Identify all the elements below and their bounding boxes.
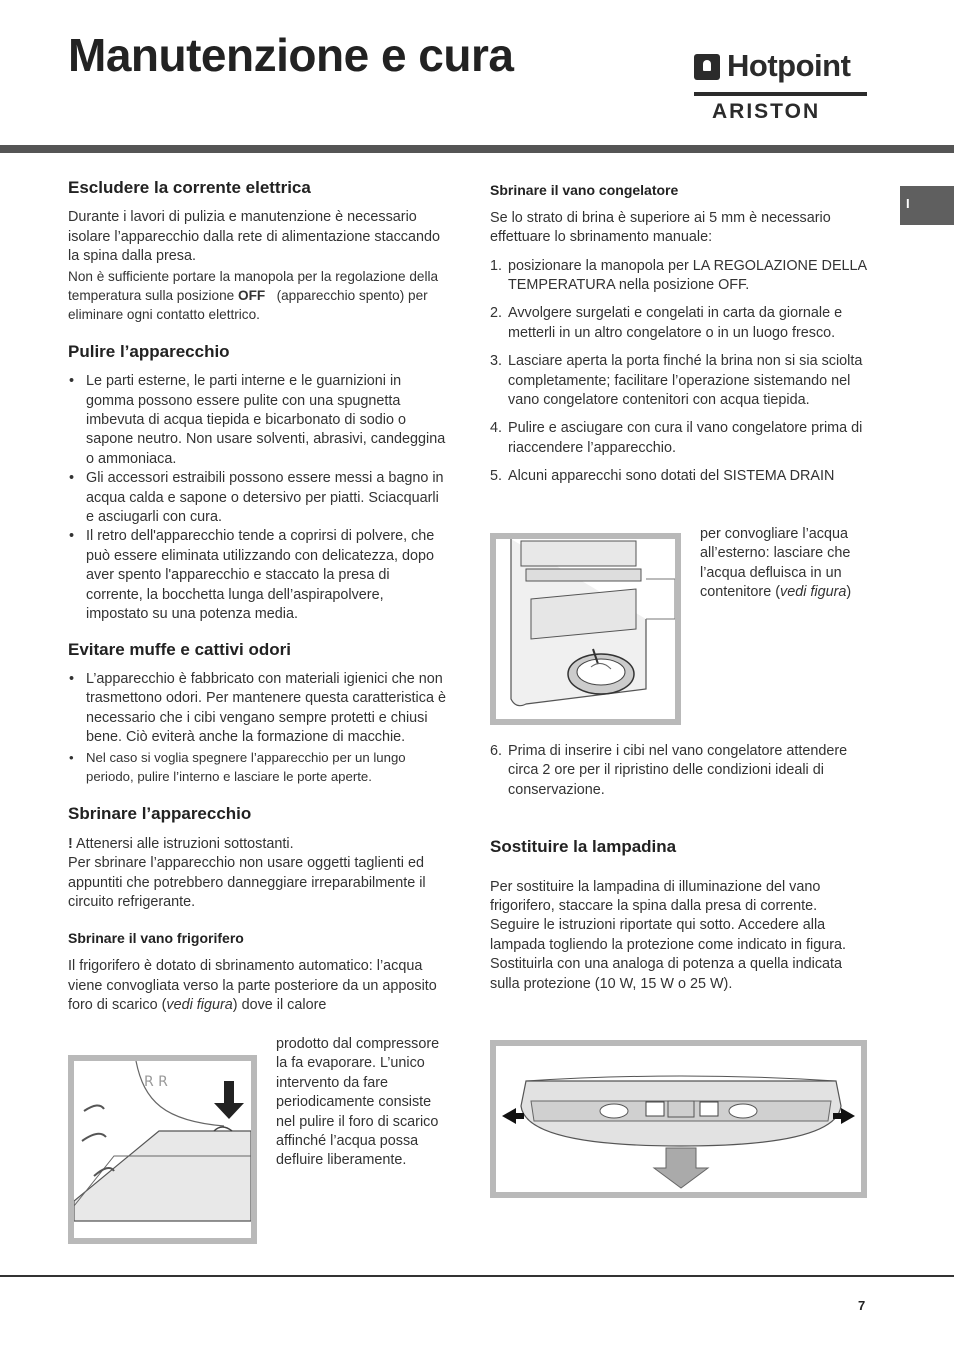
brand-subname: ARISTON	[712, 100, 821, 123]
section-mould	[68, 640, 446, 787]
paragraph: Durante i lavori di pulizia e manutenzione è necessario isolare l’apparecchio dalla rete di alimentazione staccando la spina dalla presa.	[68, 209, 440, 265]
fridge-drain-figure	[68, 1055, 257, 1244]
figure-wrap-text: prodotto dal compressore la fa evaporare. L’unico intervento da fare periodicamente consiste nel pulire il foro di scarico affinché l’acqua possa defluire liberamente.	[276, 1036, 440, 1169]
warning-icon: !	[68, 835, 73, 852]
right-column-lower	[490, 742, 868, 994]
list-item: 4. Pulire e asciugare con cura il vano congelatore prima di riaccendere l’apparecchio.	[490, 420, 863, 456]
section-power-off	[68, 178, 446, 325]
section-defrost	[68, 804, 446, 912]
footer-rule	[0, 1275, 954, 1277]
brand-name: Hotpoint	[727, 48, 851, 83]
section-lamp	[490, 837, 868, 994]
lamp-cover-illustration	[496, 1046, 861, 1192]
figure-wrap-text: per convogliare l’acqua all’esterno: lasciare che l’acqua defluisca in un contenitore (vedi figura)	[700, 526, 852, 601]
list-item: • Il retro dell'apparecchio tende a coprirsi di polvere, che può essere eliminata utilizzando con delicatezza, dopo aver spento l'apparecchio e staccato la presa di corrente, la bocchetta lunga dell’aspirapolvere, impostato su una potenza media.	[68, 527, 446, 624]
brand-divider	[694, 92, 867, 96]
section-heading: Evitare muffe e cattivi odori	[68, 639, 291, 659]
language-tab: I	[900, 186, 954, 225]
section-heading: Pulire l’apparecchio	[68, 341, 230, 361]
brand-logo-icon	[694, 54, 720, 80]
list-item: 3. Lasciare aperta la porta finché la brina non si sia sciolta completamente; facilitare l’operazione sistemando nel vano congelatore contenitori con acqua tiepida.	[490, 353, 863, 409]
right-column	[490, 182, 868, 487]
section-heading: Sbrinare l’apparecchio	[68, 804, 252, 824]
figure-reference: vedi figura	[780, 584, 847, 601]
paragraph: Se lo strato di brina è superiore ai 5 mm è necessario effettuare lo sbrinamento manuale:	[490, 209, 831, 246]
lamp-cover-figure	[490, 1040, 867, 1198]
list-item: 2. Avvolgere surgelati e congelati in carta da giornale e metterli in un altro congelatore o in un luogo fresco.	[490, 305, 843, 341]
page-number: 7	[858, 1298, 866, 1313]
brand-logo	[694, 50, 868, 126]
section-subheading: Sbrinare il vano frigorifero	[68, 930, 244, 947]
freezer-drain-figure	[490, 533, 681, 725]
list-item: • Gli accessori estraibili possono essere messi a bagno in acqua calda e sapone o detersivo per piatti. Sciacquarli e asciugarli con cura.	[68, 469, 446, 527]
list-item: • Le parti esterne, le parti interne e le guarnizioni in gomma possono essere pulite con una spugnetta imbevuta di acqua tiepida e bicarbonato di sodio o sapone neutro. Non usare solventi, abrasivi, candeggina o ammoniaca.	[68, 372, 446, 469]
list-item: • Nel caso si voglia spegnere l’apparecchio per un lungo periodo, pulire l’interno e lasciare le porte aperte.	[68, 748, 446, 787]
paragraph: ! Attenersi alle istruzioni sottostanti.	[68, 835, 294, 852]
section-defrost-fridge	[68, 930, 446, 1015]
section-subheading: Sbrinare il vano congelatore	[490, 182, 679, 198]
page-title: Manutenzione e cura	[68, 29, 514, 81]
section-defrost-freezer	[490, 182, 868, 487]
header-rule	[0, 145, 954, 153]
figure-reference: vedi figura	[166, 996, 233, 1013]
paragraph: Il frigorifero è dotato di sbrinamento automatico: l’acqua viene convogliata verso la parte posteriore da un apposito foro di scarico (vedi figura) dove il calore	[68, 958, 437, 1013]
freezer-drain-illustration	[496, 539, 675, 719]
list-item: • L’apparecchio è fabbricato con materiali igienici che non trasmettono odori. Per mantenere questa caratteristica è necessario che i cibi vengano sempre protetti e chiusi bene. Ciò eviterà anche la formazione di macchie.	[68, 670, 446, 748]
paragraph: Per sbrinare l’apparecchio non usare oggetti taglienti ed appuntiti che potrebbero danneggiare irreparabilmente il circuito refrigerante.	[68, 855, 426, 910]
off-label: OFF	[238, 288, 266, 304]
list-item: 6. Prima di inserire i cibi nel vano congelatore attendere circa 2 ore per il ripristino delle condizioni ideali di conservazione.	[490, 743, 848, 798]
section-heading: Escludere la corrente elettrica	[68, 178, 311, 197]
svg-text:R R: R R	[144, 1074, 168, 1090]
list-item: 1. posizionare la manopola per LA REGOLAZIONE DELLA TEMPERATURA nella posizione OFF.	[490, 257, 867, 294]
left-column	[68, 178, 446, 1015]
paragraph: Non è sufficiente portare la manopola per la regolazione della temperatura sulla posizione OFF (apparecchio spento) per eliminare ogni contatto elettrico.	[68, 268, 439, 323]
paragraph: Per sostituire la lampadina di illuminazione del vano frigorifero, staccare la spina dalla presa di corrente. Seguire le istruzioni riportate qui sotto. Accedere alla lampada togliendo la protezione come indicato in figura. Sostituirla con una analoga di potenza a quella indicata sulla protezione (10 W, 15 W o 25 W).	[490, 878, 846, 992]
list-item: 5. Alcuni apparecchi sono dotati del SISTEMA DRAIN	[490, 468, 835, 485]
fridge-drain-illustration	[74, 1061, 251, 1238]
section-cleaning	[68, 342, 446, 625]
section-heading: Sostituire la lampadina	[490, 837, 677, 857]
